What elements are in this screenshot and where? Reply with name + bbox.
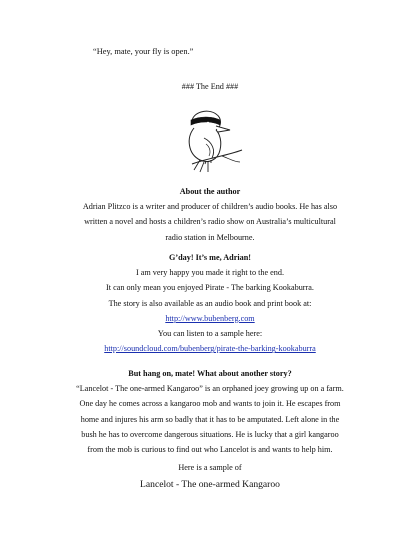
- about-line: written a novel and hosts a children’s radio show on Australia’s multicultural: [84, 217, 336, 227]
- another-story-section: [60, 366, 360, 457]
- soundcloud-sample-link[interactable]: http://soundcloud.com/bubenberg/pirate-the-barking-kookaburra: [104, 344, 316, 354]
- another-story-heading: But hang on, mate! What about another story?: [128, 369, 292, 378]
- bubenberg-website-link[interactable]: http://www.bubenberg.com: [165, 313, 255, 323]
- story-line: One day he comes across a kangaroo mob and wants to join it. He escapes from: [79, 399, 341, 409]
- sample-intro: Here is a sample of: [178, 463, 242, 472]
- greeting-section: [60, 250, 360, 356]
- about-author-heading: About the author: [179, 187, 241, 196]
- closing-quote: “Hey, mate, your fly is open.”: [93, 47, 194, 56]
- about-line: radio station in Melbourne.: [165, 232, 255, 242]
- greeting-line: I am very happy you made it right to the end.: [135, 268, 285, 278]
- greeting-line: It can only mean you enjoyed Pirate - The barking Kookaburra.: [106, 283, 314, 293]
- story-line: bush he has to overcome dangerous situations. He is lucky that a girl kangaroo: [81, 429, 339, 439]
- the-end-marker: ### The End ###: [181, 82, 239, 91]
- greeting-line: The story is also available as an audio book and print book at:: [108, 298, 312, 308]
- about-author-section: [60, 184, 360, 245]
- sample-section: [60, 460, 360, 493]
- story-line: from the mob is curious to find out who Lancelot is and wants to help him.: [87, 445, 333, 455]
- story-line: “Lancelot - The one-armed Kangaroo” is an orphaned joey growing up on a farm.: [76, 384, 344, 394]
- greeting-heading: G’day! It’s me, Adrian!: [168, 253, 252, 262]
- sample-book-title: Lancelot - The one-armed Kangaroo: [140, 479, 280, 491]
- greeting-line: You can listen to a sample here:: [157, 329, 263, 339]
- story-line: home and injures his arm so badly that it has to be amputated. Left alone in the: [80, 414, 340, 424]
- kookaburra-pirate-illustration-icon: [178, 104, 248, 176]
- about-line: Adrian Plitzco is a writer and producer of children’s audio books. He has also: [82, 202, 338, 212]
